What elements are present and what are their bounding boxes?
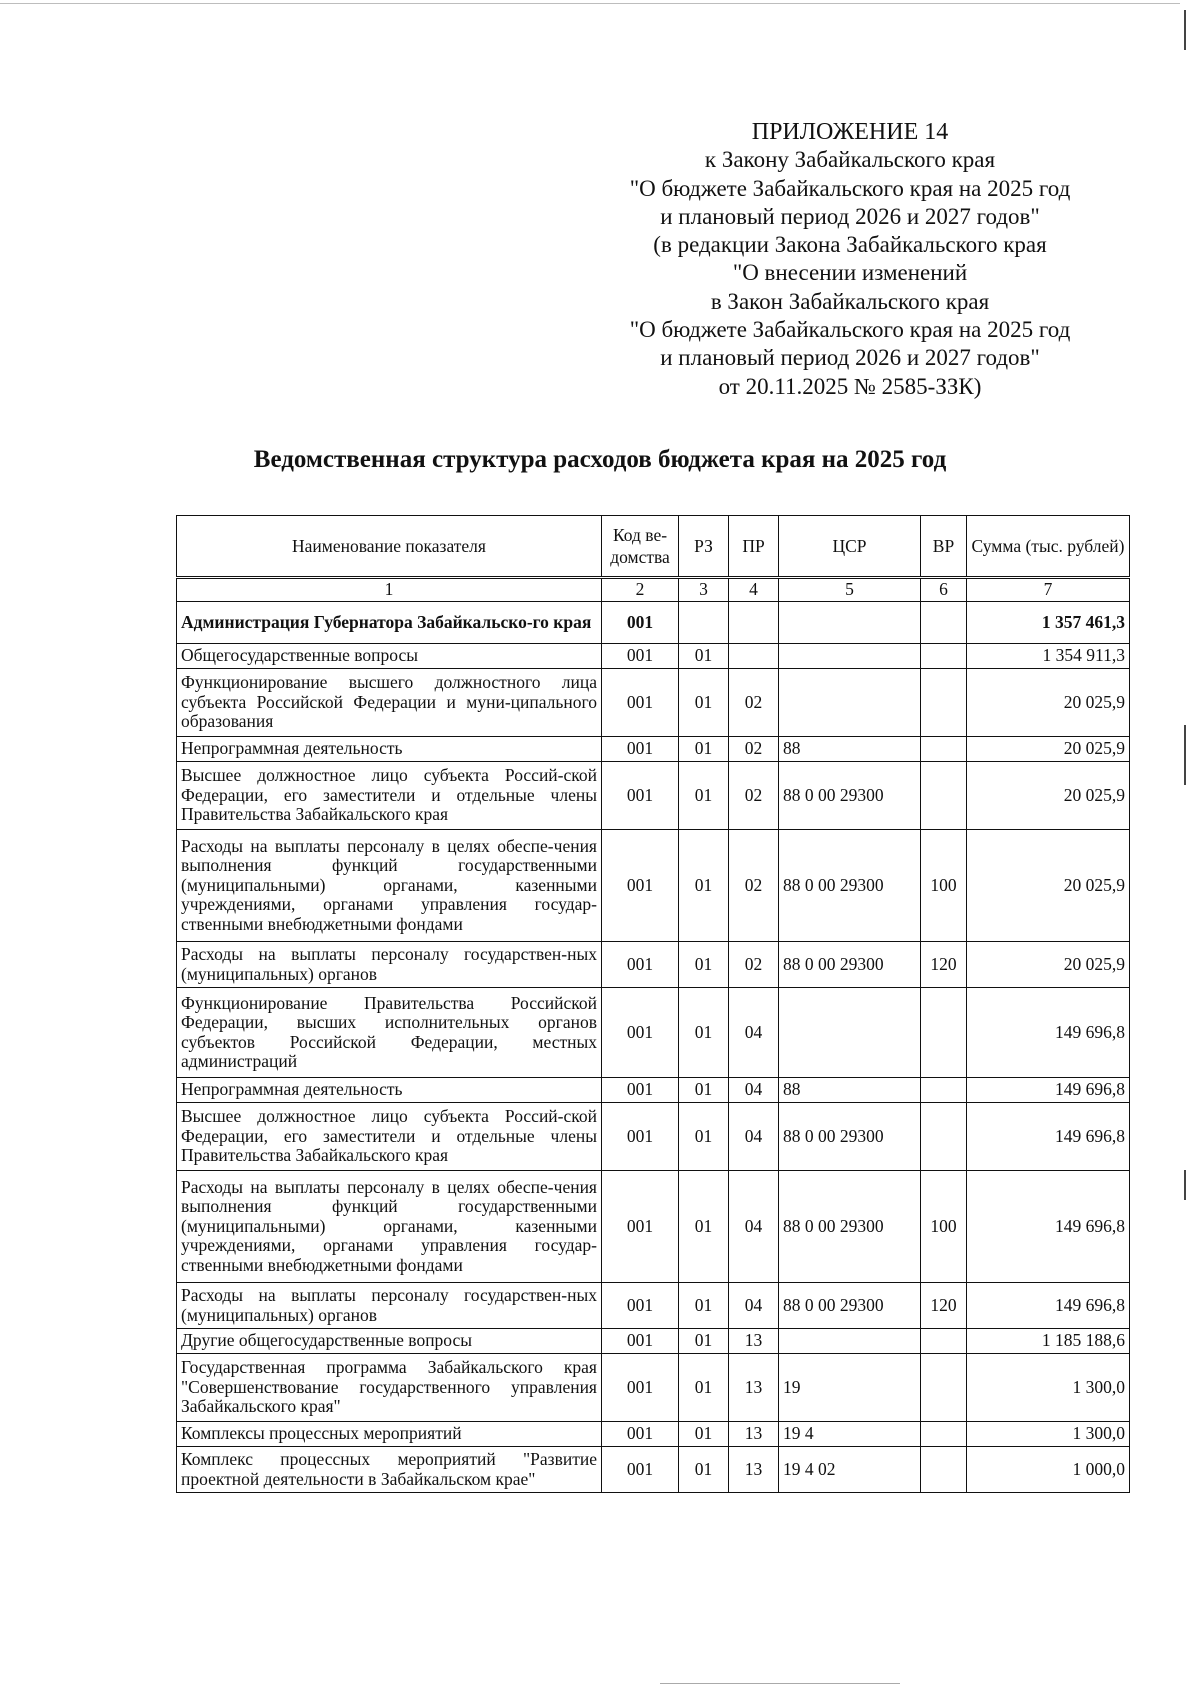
appendix-line: в Закон Забайкальского края [710,288,990,314]
cell-ved: 001 [602,1078,679,1103]
table-row [177,602,1130,644]
cell-ved: 001 [602,1283,679,1329]
cell-sum: 149 696,8 [967,1171,1130,1283]
cell-rz: 01 [679,1283,729,1329]
cell-ved: 001 [602,737,679,762]
cell-csr: 88 [779,737,921,762]
cell-rz: 01 [679,1103,729,1171]
cell-pr: 02 [729,762,779,830]
cell-csr: 88 0 00 29300 [779,762,921,830]
cell-ved: 001 [602,602,679,644]
scan-top-edge [0,3,1180,4]
cell-rz: 01 [679,669,729,737]
cell-sum: 20 025,9 [967,942,1130,988]
table-row [177,830,1130,942]
cell-vr [921,988,967,1078]
table-header-row [177,516,1130,578]
col-header-vr: ВР [921,516,967,578]
cell-pr [729,644,779,669]
cell-sum: 20 025,9 [967,669,1130,737]
cell-csr: 19 4 02 [779,1447,921,1493]
cell-rz: 01 [679,762,729,830]
table-row [177,1447,1130,1493]
cell-csr [779,602,921,644]
appendix-header [600,118,1100,401]
cell-name: Комплексы процессных мероприятий [177,1422,602,1447]
cell-pr: 04 [729,1103,779,1171]
table-row [177,762,1130,830]
column-number-row [177,578,1130,602]
cell-vr [921,1447,967,1493]
cell-sum: 149 696,8 [967,988,1130,1078]
table-row [177,1354,1130,1422]
col-number: 1 [177,578,602,602]
cell-sum: 20 025,9 [967,830,1130,942]
cell-vr [921,669,967,737]
cell-pr: 13 [729,1422,779,1447]
col-header-sum: Сумма (тыс. рублей) [967,516,1130,578]
cell-csr [779,669,921,737]
cell-ved: 001 [602,1422,679,1447]
cell-pr: 02 [729,942,779,988]
cell-name: Комплекс процессных мероприятий "Развитие проектной деятельности в Забайкальском крае" [177,1447,602,1493]
cell-csr [779,644,921,669]
document-title: Ведомственная структура расходов бюджета края на 2025 год [253,446,947,473]
cell-name: Функционирование Правительства Российской Федерации, высших исполнительных органов субъектов Российской Федерации, местных администраций [177,988,602,1078]
cell-name: Расходы на выплаты персоналу в целях обеспе-чения выполнения функций государственными (муниципальными) органами, казенными учреждениями, органами управления государ-ственными внебюджетными фондами [177,830,602,942]
cell-csr: 88 [779,1078,921,1103]
cell-sum: 1 000,0 [967,1447,1130,1493]
cell-rz: 01 [679,1447,729,1493]
cell-sum: 1 354 911,3 [967,644,1130,669]
cell-csr: 88 0 00 29300 [779,1103,921,1171]
cell-rz: 01 [679,988,729,1078]
appendix-line: (в редакции Закона Забайкальского края [653,232,1047,258]
cell-ved: 001 [602,942,679,988]
cell-pr: 02 [729,669,779,737]
cell-name: Государственная программа Забайкальского края "Совершенствование государственного управления Забайкальского края" [177,1354,602,1422]
cell-sum: 1 300,0 [967,1354,1130,1422]
cell-csr: 19 4 [779,1422,921,1447]
scan-margin-mark [1184,725,1186,785]
cell-rz: 01 [679,737,729,762]
cell-pr: 13 [729,1329,779,1354]
table-row [177,669,1130,737]
cell-name: Администрация Губернатора Забайкальско-го края [177,602,602,644]
cell-vr [921,602,967,644]
cell-name: Высшее должностное лицо субъекта Россий-ской Федерации, его заместители и отдельные члены Правительства Забайкальского края [177,1103,602,1171]
cell-sum: 149 696,8 [967,1283,1130,1329]
cell-name: Непрограммная деятельность [177,1078,602,1103]
appendix-line: "О внесении изменений [732,260,968,286]
cell-name: Непрограммная деятельность [177,737,602,762]
cell-sum: 20 025,9 [967,737,1130,762]
table-row [177,1283,1130,1329]
cell-pr [729,602,779,644]
appendix-line: "О бюджете Забайкальского края на 2025 год [629,175,1071,201]
cell-csr: 88 0 00 29300 [779,1283,921,1329]
cell-vr [921,1103,967,1171]
appendix-line: "О бюджете Забайкальского края на 2025 год [629,317,1071,343]
cell-vr [921,1329,967,1354]
appendix-line: и плановый период 2026 и 2027 годов" [660,345,1040,371]
appendix-line: и плановый период 2026 и 2027 годов" [660,203,1040,229]
cell-csr: 19 [779,1354,921,1422]
cell-ved: 001 [602,1329,679,1354]
cell-name: Другие общегосударственные вопросы [177,1329,602,1354]
cell-csr: 88 0 00 29300 [779,942,921,988]
cell-pr: 04 [729,1283,779,1329]
col-header-rz: РЗ [679,516,729,578]
cell-ved: 001 [602,1171,679,1283]
cell-vr [921,1078,967,1103]
cell-pr: 13 [729,1354,779,1422]
cell-pr: 02 [729,830,779,942]
appendix-line: к Закону Забайкальского края [704,147,996,173]
cell-ved: 001 [602,830,679,942]
cell-csr [779,988,921,1078]
scan-bottom-edge [660,1683,900,1684]
cell-vr: 100 [921,830,967,942]
cell-sum: 1 357 461,3 [967,602,1130,644]
cell-pr: 02 [729,737,779,762]
table-row [177,737,1130,762]
cell-pr: 04 [729,1171,779,1283]
cell-csr: 88 0 00 29300 [779,830,921,942]
cell-ved: 001 [602,1103,679,1171]
cell-ved: 001 [602,644,679,669]
cell-vr [921,1354,967,1422]
col-header-ved: Код ве-домства [602,516,679,578]
cell-vr [921,644,967,669]
table-row [177,1078,1130,1103]
col-header-pr: ПР [729,516,779,578]
cell-rz: 01 [679,1171,729,1283]
col-number: 2 [602,578,679,602]
cell-name: Расходы на выплаты персоналу государствен-ных (муниципальных) органов [177,942,602,988]
col-number: 5 [779,578,921,602]
cell-ved: 001 [602,988,679,1078]
cell-rz: 01 [679,1422,729,1447]
cell-vr: 100 [921,1171,967,1283]
cell-sum: 149 696,8 [967,1078,1130,1103]
scan-margin-mark [1184,10,1186,50]
cell-ved: 001 [602,1447,679,1493]
table-row [177,1171,1130,1283]
cell-rz [679,602,729,644]
cell-pr: 04 [729,988,779,1078]
cell-csr [779,1329,921,1354]
cell-vr: 120 [921,1283,967,1329]
cell-vr [921,762,967,830]
table-row [177,644,1130,669]
cell-name: Расходы на выплаты персоналу в целях обеспе-чения выполнения функций государственными (муниципальными) органами, казенными учреждениями, органами управления государ-ственными внебюджетными фондами [177,1171,602,1283]
cell-ved: 001 [602,1354,679,1422]
budget-table [176,515,1130,1493]
cell-sum: 149 696,8 [967,1103,1130,1171]
table-row [177,1329,1130,1354]
col-number: 6 [921,578,967,602]
cell-sum: 1 185 188,6 [967,1329,1130,1354]
cell-pr: 04 [729,1078,779,1103]
cell-name: Общегосударственные вопросы [177,644,602,669]
appendix-line: ПРИЛОЖЕНИЕ 14 [751,119,949,145]
cell-pr: 13 [729,1447,779,1493]
cell-rz: 01 [679,942,729,988]
cell-vr [921,737,967,762]
cell-csr: 88 0 00 29300 [779,1171,921,1283]
cell-ved: 001 [602,762,679,830]
cell-vr: 120 [921,942,967,988]
table-row [177,988,1130,1078]
scan-margin-mark [1184,1170,1186,1200]
table-row [177,1103,1130,1171]
col-number: 4 [729,578,779,602]
table-row [177,1422,1130,1447]
cell-sum: 20 025,9 [967,762,1130,830]
col-number: 3 [679,578,729,602]
table-row [177,942,1130,988]
cell-rz: 01 [679,1078,729,1103]
col-header-csr: ЦСР [779,516,921,578]
cell-name: Функционирование высшего должностного лица субъекта Российской Федерации и муни-ципального образования [177,669,602,737]
appendix-line: от 20.11.2025 № 2585-ЗЗК) [718,373,982,399]
cell-name: Высшее должностное лицо субъекта Россий-ской Федерации, его заместители и отдельные члены Правительства Забайкальского края [177,762,602,830]
col-header-name: Наименование показателя [177,516,602,578]
cell-ved: 001 [602,669,679,737]
cell-rz: 01 [679,644,729,669]
cell-sum: 1 300,0 [967,1422,1130,1447]
cell-vr [921,1422,967,1447]
col-number: 7 [967,578,1130,602]
cell-rz: 01 [679,1329,729,1354]
cell-rz: 01 [679,1354,729,1422]
cell-rz: 01 [679,830,729,942]
cell-name: Расходы на выплаты персоналу государствен-ных (муниципальных) органов [177,1283,602,1329]
